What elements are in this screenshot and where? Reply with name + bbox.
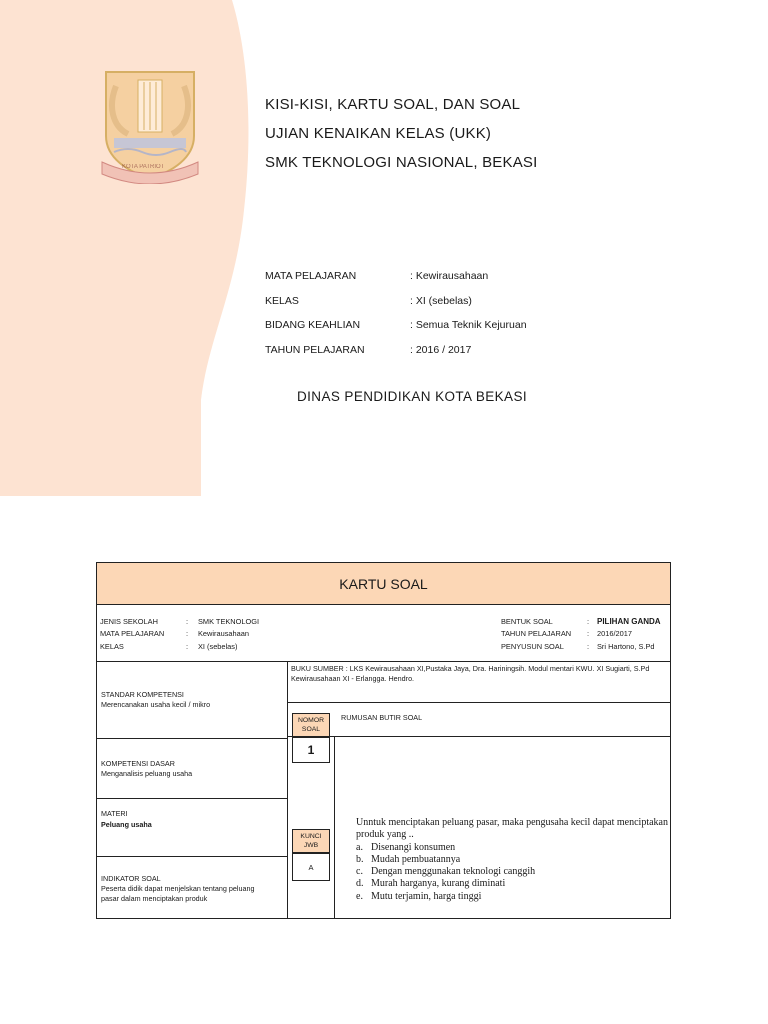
title-line-1: KISI-KISI, KARTU SOAL, DAN SOAL <box>265 96 521 113</box>
buku-sumber-line: Kewirausahaan XI - Erlangga. Hendro. <box>291 674 415 683</box>
divider <box>97 856 287 857</box>
question-text <box>356 817 668 903</box>
indikator-soal <box>101 874 254 904</box>
meta-colon: : <box>587 641 590 651</box>
meta-row <box>501 640 661 653</box>
divider <box>97 738 287 739</box>
meta-right <box>501 615 661 653</box>
cover-title <box>265 90 537 177</box>
option-text: Murah harganya, kurang diminati <box>371 878 506 890</box>
meta-value: Kewirausahaan <box>198 629 249 639</box>
meta-row <box>100 628 259 641</box>
buku-sumber-line: BUKU SUMBER : LKS Kewirausahaan XI,Pustaka Jaya, Dra. Hariningsih. Modul mentari KWU. XI Sugiarti, S.Pd <box>291 664 650 673</box>
divider <box>287 662 288 919</box>
divider <box>97 798 287 799</box>
nomor-soal-label <box>292 713 330 737</box>
meta-value: Sri Hartono, S.Pd <box>597 641 655 651</box>
info-row-kelas <box>265 289 527 314</box>
nomor-soal-value: 1 <box>292 737 330 763</box>
info-row-bidang <box>265 313 527 338</box>
divider <box>334 736 335 919</box>
meta-label: PENYUSUN SOAL <box>501 641 564 651</box>
answer-option <box>356 842 668 854</box>
card-title: KARTU SOAL <box>97 563 670 605</box>
meta-value: 2016/2017 <box>597 629 632 639</box>
rumusan-label: RUMUSAN BUTIR SOAL <box>341 713 423 722</box>
kunci-label-line: KUNCI <box>300 833 322 840</box>
answer-option <box>356 866 668 878</box>
info-label: MATA PELAJARAN <box>265 270 357 283</box>
kd-value: Menganalisis peluang usaha <box>101 769 193 778</box>
option-text: Disenangi konsumen <box>371 841 456 853</box>
dinas-heading: DINAS PENDIDIKAN KOTA BEKASI <box>297 389 528 404</box>
nomor-label-line: NOMOR <box>297 717 325 724</box>
meta-colon: : <box>186 629 189 639</box>
answer-option <box>356 878 668 890</box>
kunci-jawaban-value: A <box>292 853 330 881</box>
meta-label: MATA PELAJARAN <box>100 629 165 639</box>
meta-row <box>501 615 661 628</box>
info-value: : Kewirausahaan <box>410 270 489 283</box>
standar-kompetensi <box>101 690 210 710</box>
meta-row <box>501 628 661 641</box>
meta-colon: : <box>587 629 590 639</box>
answer-option <box>356 854 668 866</box>
divider <box>287 702 670 703</box>
kompetensi-dasar <box>101 759 192 779</box>
meta-label: BENTUK SOAL <box>501 616 553 626</box>
meta-label: TAHUN PELAJARAN <box>501 629 572 639</box>
info-label: TAHUN PELAJARAN <box>265 343 365 356</box>
materi-label: MATERI <box>101 809 128 818</box>
nomor-label-line: SOAL <box>301 726 321 733</box>
cover-info <box>265 264 527 362</box>
info-row-tahun <box>265 338 527 363</box>
materi-value: Peluang usaha <box>101 820 152 829</box>
option-letter: a. <box>356 841 363 853</box>
option-letter: e. <box>356 890 363 902</box>
meta-row <box>100 640 259 653</box>
title-line-3: SMK TEKNOLOGI NASIONAL, BEKASI <box>265 154 538 171</box>
kunci-label-line: JWB <box>303 842 319 849</box>
question-line: Unntuk menciptakan peluang pasar, maka pengusaha kecil dapat menciptakan <box>356 817 668 828</box>
meta-label: KELAS <box>100 641 124 651</box>
indikator-line: Peserta didik dapat menjelskan tentang peluang <box>101 884 255 893</box>
kd-label: KOMPETENSI DASAR <box>101 759 175 768</box>
meta-value: PILIHAN GANDA <box>597 616 661 626</box>
card-body <box>97 662 670 919</box>
option-text: Mutu terjamin, harga tinggi <box>371 890 482 902</box>
indikator-label: INDIKATOR SOAL <box>101 874 161 883</box>
info-label: BIDANG KEAHLIAN <box>265 319 361 332</box>
card-meta <box>97 605 670 662</box>
info-value: : 2016 / 2017 <box>410 343 472 356</box>
option-text: Mudah pembuatannya <box>371 853 461 865</box>
meta-value: XI (sebelas) <box>198 641 238 651</box>
option-letter: b. <box>356 853 364 865</box>
info-value: : Semua Teknik Kejuruan <box>410 319 527 332</box>
option-text: Dengan menggunakan teknologi canggih <box>371 866 536 878</box>
meta-colon: : <box>186 641 189 651</box>
meta-value: SMK TEKNOLOGI <box>198 616 260 626</box>
info-value: : XI (sebelas) <box>410 294 472 307</box>
answer-option <box>356 891 668 903</box>
info-label: KELAS <box>265 294 299 307</box>
kartu-soal-card <box>96 562 671 919</box>
option-letter: d. <box>356 878 364 890</box>
buku-sumber <box>291 664 669 684</box>
title-line-2: UJIAN KENAIKAN KELAS (UKK) <box>265 125 492 142</box>
meta-label: JENIS SEKOLAH <box>100 616 158 626</box>
meta-left <box>100 615 259 653</box>
option-letter: c. <box>356 866 363 878</box>
standar-value: Merencanakan usaha kecil / mikro <box>101 700 211 709</box>
meta-colon: : <box>587 616 590 626</box>
meta-row <box>100 615 259 628</box>
divider <box>287 736 670 737</box>
standar-label: STANDAR KOMPETENSI <box>101 690 184 699</box>
info-row-mapel <box>265 264 527 289</box>
materi <box>101 808 152 830</box>
kunci-jawaban-label <box>292 829 330 853</box>
indikator-line: pasar dalam menciptakan produk <box>101 894 208 903</box>
meta-colon: : <box>186 616 189 626</box>
logo-ribbon-text: KOTA PATRIOT <box>122 164 165 170</box>
question-line: produk yang .. <box>356 829 414 841</box>
